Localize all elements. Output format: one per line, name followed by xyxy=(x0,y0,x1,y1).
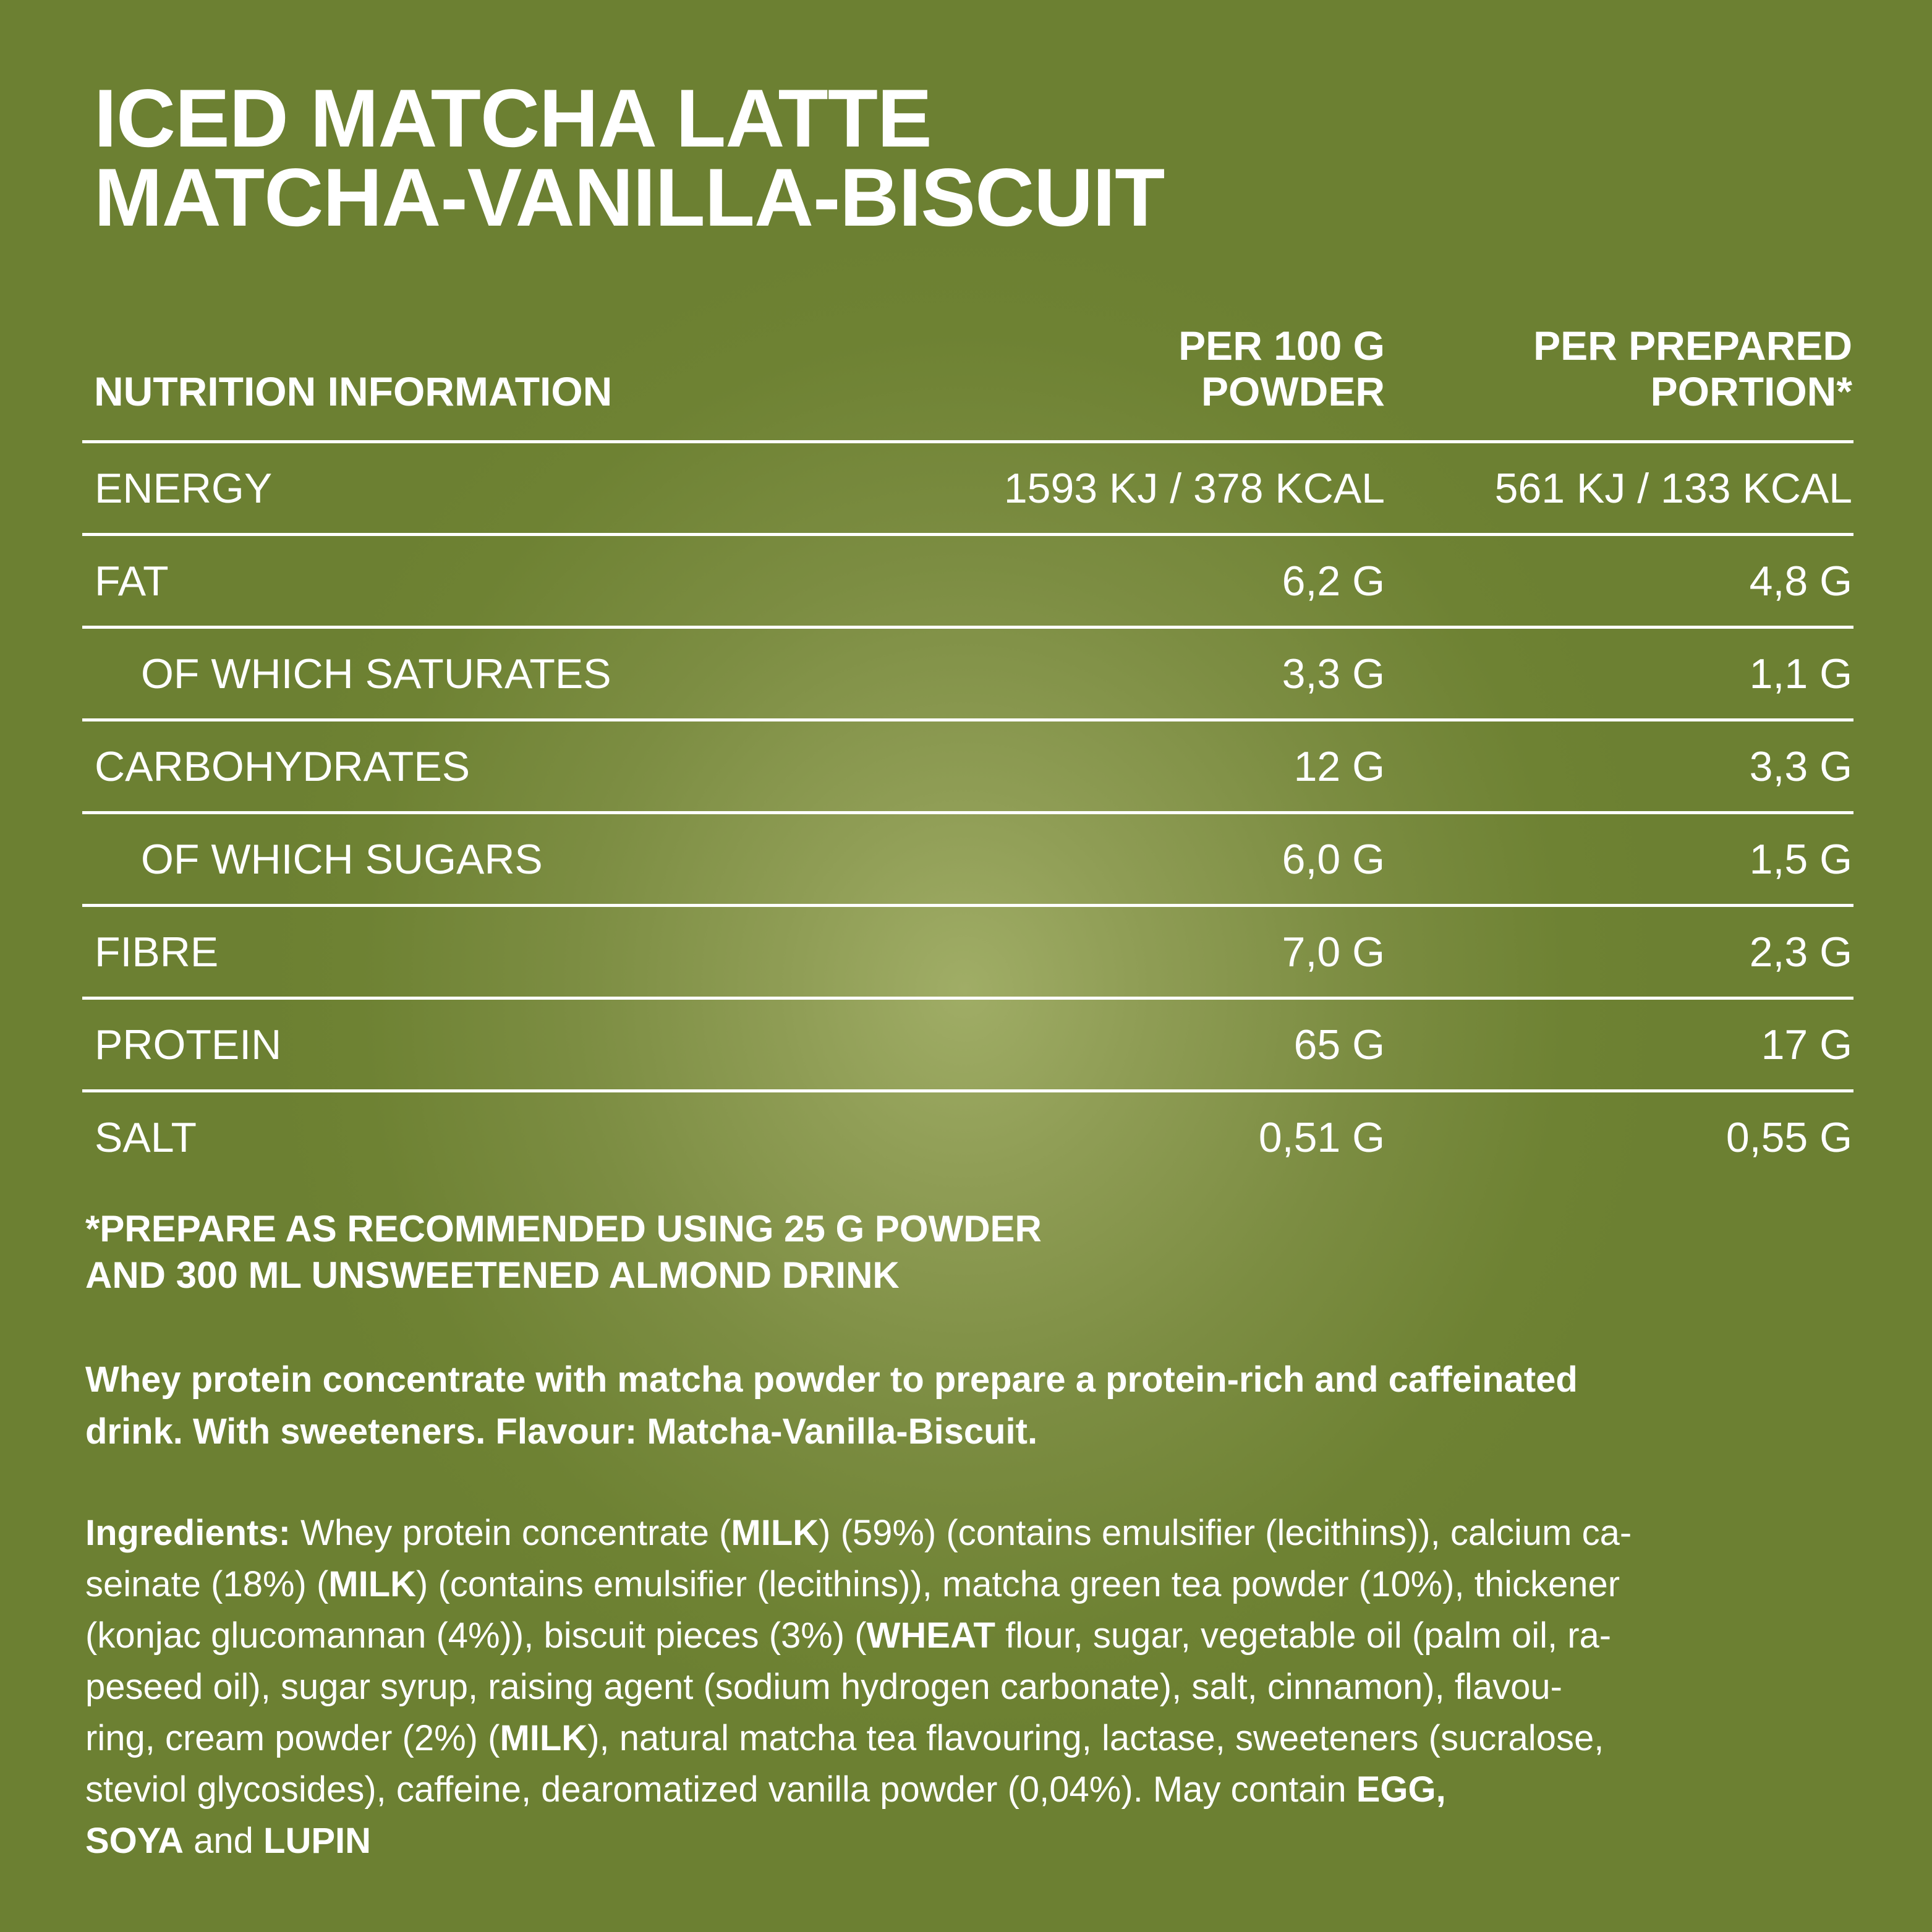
row-label: FAT xyxy=(95,558,169,605)
value-per-portion: 561 KJ / 133 KCAL xyxy=(1494,465,1852,512)
column-header-per-100g xyxy=(1178,323,1385,414)
allergen-egg: EGG, xyxy=(1356,1769,1446,1810)
product-description xyxy=(85,1354,1853,1458)
ingredients-text: seinate (18%) ( xyxy=(85,1564,329,1604)
ingredients-text: Whey protein concentrate ( xyxy=(290,1513,731,1553)
allergen-milk: MILK xyxy=(328,1564,417,1604)
ingredients-line xyxy=(85,1815,371,1866)
ingredients-list xyxy=(85,1507,1853,1866)
description-line-2: drink. With sweeteners. Flavour: Matcha-Vanilla-Biscuit. xyxy=(85,1411,1038,1452)
column-header-per-portion-line-1: PER PREPARED xyxy=(1533,323,1852,368)
product-title-line-1: ICED MATCHA LATTE xyxy=(94,73,932,164)
allergen-milk: MILK xyxy=(731,1513,819,1553)
row-label: FIBRE xyxy=(95,929,219,976)
row-label: CARBOHYDRATES xyxy=(95,743,470,790)
table-row-fibre xyxy=(82,904,1853,997)
row-label: OF WHICH SATURATES xyxy=(141,650,611,697)
description-line-1: Whey protein concentrate with matcha powder to prepare a protein-rich and caffeinated xyxy=(85,1360,1578,1400)
ingredients-text: ), natural matcha tea flavouring, lactase, sweeteners (sucralose, xyxy=(587,1718,1604,1758)
value-per-100g: 3,3 G xyxy=(1282,650,1385,697)
nutrition-table xyxy=(82,440,1853,1182)
allergen-milk: MILK xyxy=(500,1718,588,1758)
footnote-line-1: *PREPARE AS RECOMMENDED USING 25 G POWDER xyxy=(85,1208,1042,1249)
table-row-saturates xyxy=(82,626,1853,718)
column-header-per-100g-line-2: POWDER xyxy=(1201,368,1385,414)
table-row-protein xyxy=(82,997,1853,1089)
footnote-line-2: AND 300 ML UNSWEETENED ALMOND DRINK xyxy=(85,1254,900,1296)
ingredients-line xyxy=(85,1764,1446,1815)
value-per-portion: 0,55 G xyxy=(1726,1114,1852,1161)
table-row-salt xyxy=(82,1089,1853,1182)
allergen-soya: SOYA xyxy=(85,1821,184,1861)
ingredients-text: ) (contains emulsifier (lecithins)), matcha green tea powder (10%), thickener xyxy=(416,1564,1620,1604)
product-title-line-2: MATCHA-VANILLA-BISCUIT xyxy=(94,152,1165,244)
ingredients-line xyxy=(85,1507,1632,1559)
column-header-per-portion xyxy=(1533,323,1852,414)
ingredients-text: ring, cream powder (2%) ( xyxy=(85,1718,500,1758)
allergen-lupin: LUPIN xyxy=(263,1821,372,1861)
ingredients-line xyxy=(85,1559,1620,1610)
ingredients-line xyxy=(85,1610,1611,1661)
value-per-100g: 7,0 G xyxy=(1282,929,1385,976)
column-header-per-100g-line-1: PER 100 G xyxy=(1178,323,1385,368)
value-per-portion: 2,3 G xyxy=(1749,929,1852,976)
allergen-wheat: WHEAT xyxy=(866,1615,995,1656)
column-header-per-portion-line-2: PORTION* xyxy=(1650,368,1852,414)
product-title xyxy=(94,73,1165,244)
row-label: OF WHICH SUGARS xyxy=(141,836,543,883)
table-row-energy xyxy=(82,440,1853,533)
value-per-portion: 1,1 G xyxy=(1749,650,1852,697)
row-label: ENERGY xyxy=(95,465,273,512)
ingredients-label: Ingredients: xyxy=(85,1513,291,1553)
table-row-fat xyxy=(82,533,1853,626)
ingredients-text: and xyxy=(184,1821,264,1861)
table-row-carbohydrates xyxy=(82,718,1853,811)
value-per-portion: 4,8 G xyxy=(1749,558,1852,605)
ingredients-text: flour, sugar, vegetable oil (palm oil, ra- xyxy=(995,1615,1612,1656)
preparation-footnote xyxy=(85,1206,1042,1298)
value-per-portion: 17 G xyxy=(1761,1021,1852,1068)
value-per-portion: 3,3 G xyxy=(1749,743,1852,790)
ingredients-text: peseed oil), sugar syrup, raising agent (sodium hydrogen carbonate), salt, cinnamon), flavou- xyxy=(85,1667,1562,1707)
value-per-100g: 1593 KJ / 378 KCAL xyxy=(1003,465,1385,512)
ingredients-line xyxy=(85,1713,1604,1764)
nutrition-heading: NUTRITION INFORMATION xyxy=(94,368,613,414)
ingredients-line xyxy=(85,1661,1562,1713)
ingredients-text: (konjac glucomannan (4%)), biscuit pieces (3%) ( xyxy=(85,1615,867,1656)
ingredients-text: ) (59%) (contains emulsifier (lecithins)), calcium ca- xyxy=(819,1513,1632,1553)
row-label: PROTEIN xyxy=(95,1021,282,1068)
value-per-100g: 12 G xyxy=(1293,743,1385,790)
value-per-100g: 0,51 G xyxy=(1258,1114,1385,1161)
value-per-100g: 6,2 G xyxy=(1282,558,1385,605)
value-per-100g: 6,0 G xyxy=(1282,836,1385,883)
value-per-100g: 65 G xyxy=(1293,1021,1385,1068)
table-row-sugars xyxy=(82,811,1853,904)
ingredients-text: steviol glycosides), caffeine, dearomatized vanilla powder (0,04%). May contain xyxy=(85,1769,1356,1810)
row-label: SALT xyxy=(95,1114,197,1161)
value-per-portion: 1,5 G xyxy=(1749,836,1852,883)
